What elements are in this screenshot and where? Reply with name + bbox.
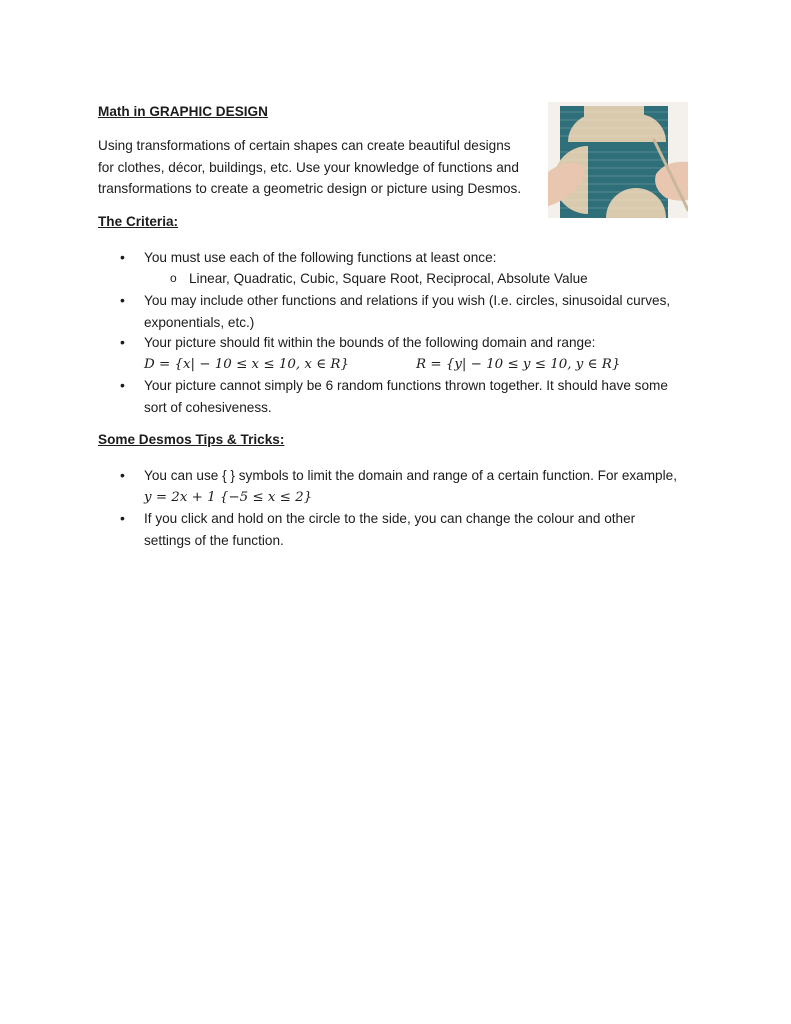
text-line: If you click and hold on the circle to the side, you can change the colour and other xyxy=(144,511,636,526)
sub-bullet-icon: o xyxy=(170,271,177,285)
function-types: Linear, Quadratic, Cubic, Square Root, Reciprocal, Absolute Value xyxy=(189,271,588,286)
text-line: Your picture cannot simply be 6 random functions thrown together. It should have some xyxy=(144,378,668,393)
example-expression: y = 2x + 1 {−5 ≤ x ≤ 2} xyxy=(144,489,313,505)
intro-line: transformations to create a geometric design or picture using Desmos. xyxy=(98,181,522,196)
criteria-item-bounds xyxy=(144,332,621,375)
bullet-icon: • xyxy=(120,292,125,308)
weaving-photo-icon xyxy=(548,102,688,218)
text-line: exponentials, etc.) xyxy=(144,314,255,330)
bullet-icon: • xyxy=(120,510,125,526)
range-expression: R = {y| − 10 ≤ y ≤ 10, y ∈ R} xyxy=(416,356,621,372)
text-line: You can use { } symbols to limit the domain and range of a certain function. For example, xyxy=(144,468,677,483)
criteria-heading: The Criteria: xyxy=(98,214,179,229)
bullet-icon: • xyxy=(120,467,125,483)
criteria-item-cohesiveness xyxy=(144,375,668,418)
criteria-item-functions: You must use each of the following functions at least once: xyxy=(144,250,497,265)
intro-line: for clothes, décor, buildings, etc. Use your knowledge of functions and xyxy=(98,159,519,175)
text-line: You may include other functions and relations if you wish (I.e. circles, sinusoidal curves, xyxy=(144,293,671,308)
text-line: settings of the function. xyxy=(144,532,284,548)
intro-line: Using transformations of certain shapes can create beautiful designs xyxy=(98,138,511,153)
tip-domain-restriction xyxy=(144,465,677,508)
text-line: Your picture should fit within the bounds of the following domain and range: xyxy=(144,335,596,350)
domain-expression: D = {x| − 10 ≤ x ≤ 10, x ∈ R} xyxy=(144,356,349,372)
tip-colour-settings xyxy=(144,508,635,551)
weaving-photo xyxy=(548,102,688,218)
bullet-icon: • xyxy=(120,334,125,350)
bullet-icon: • xyxy=(120,377,125,393)
page-title: Math in GRAPHIC DESIGN xyxy=(98,104,268,119)
intro-paragraph xyxy=(98,135,521,200)
domain-range-line xyxy=(144,354,621,375)
text-line: sort of cohesiveness. xyxy=(144,399,272,415)
criteria-item-other-functions xyxy=(144,290,670,333)
tips-heading: Some Desmos Tips & Tricks: xyxy=(98,432,285,447)
bullet-icon: • xyxy=(120,249,125,265)
